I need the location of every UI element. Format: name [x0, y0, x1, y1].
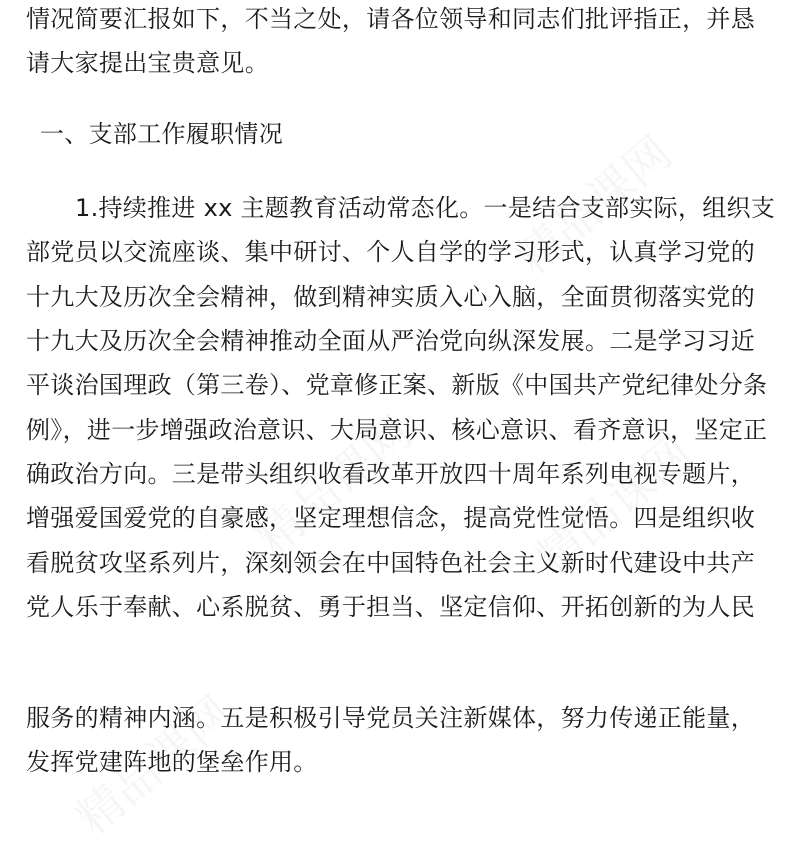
paragraph-line: 部党员以交流座谈、集中研讨、个人自学的学习形式，认真学习党的	[26, 238, 755, 266]
paragraph-line: 服务的精神内涵。五是积极引导党员关注新媒体，努力传递正能量，	[26, 704, 755, 732]
paragraph-line: 平谈治国理政（第三卷）、党章修正案、新版《中国共产党纪律处分条	[26, 371, 768, 399]
paragraph-line: 1.持续推进 xx 主题教育活动常态化。一是结合支部实际，组织支	[75, 194, 776, 222]
paragraph-line: 看脱贫攻坚系列片，深刻领会在中国特色社会主义新时代建设中共产	[26, 549, 755, 577]
paragraph-line: 党人乐于奉献、心系脱贫、勇于担当、坚定信仰、开拓创新的为人民	[26, 593, 755, 621]
section-heading: 一、支部工作履职情况	[40, 120, 283, 148]
paragraph-line: 十九大及历次全会精神，做到精神实质入心入脑，全面贯彻落实党的	[26, 283, 755, 311]
paragraph-line: 发挥党建阵地的堡垒作用。	[26, 748, 318, 776]
paragraph-line: 增强爱国爱党的自豪感，坚定理想信念，提高党性觉悟。四是组织收	[26, 504, 755, 532]
paragraph-line: 情况简要汇报如下，不当之处，请各位领导和同志们批评指正，并恳	[26, 5, 755, 33]
paragraph-line: 确政治方向。三是带头组织收看改革开放四十周年系列电视专题片，	[26, 460, 755, 488]
paragraph-line: 请大家提出宝贵意见。	[26, 49, 269, 77]
paragraph-line: 例》，进一步增强政治意识、大局意识、核心意识、看齐意识，坚定正	[26, 416, 768, 444]
paragraph-line: 十九大及历次全会精神推动全面从严治党向纵深发展。二是学习习近	[26, 327, 755, 355]
